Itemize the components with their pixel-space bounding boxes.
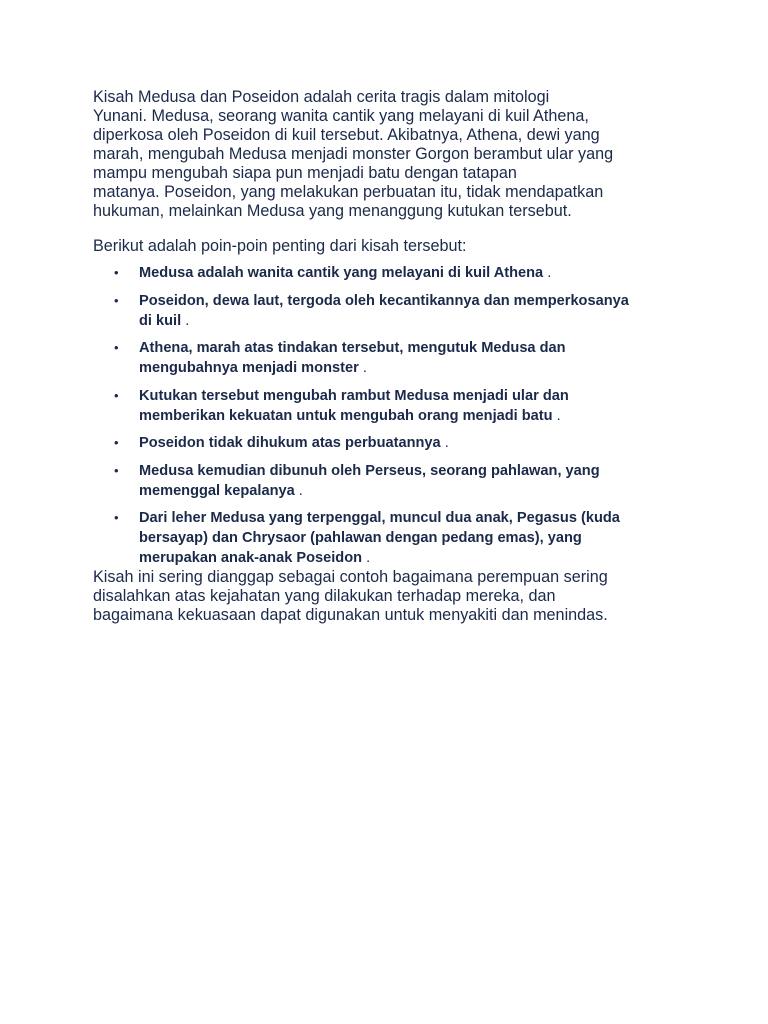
document-page: [93, 88, 683, 625]
bullet-icon: •: [114, 387, 119, 403]
intro-paragraph: [93, 88, 683, 221]
list-item-text: Medusa kemudian dibunuh oleh Perseus, seorang pahlawan, yang: [139, 462, 600, 479]
list-item-period: .: [358, 360, 367, 376]
paragraph-line: marah, mengubah Medusa menjadi monster Gorgon berambut ular yang: [93, 145, 614, 163]
list-item-text: Poseidon, dewa laut, tergoda oleh kecantikannya dan memperkosanya: [139, 292, 629, 309]
list-item-period: .: [362, 550, 371, 566]
list-item-period: .: [543, 265, 552, 281]
bullet-icon: •: [114, 292, 119, 308]
paragraph-line: mampu mengubah siapa pun menjadi batu dengan tatapan: [93, 164, 517, 182]
list-item: [93, 263, 683, 283]
list-item-period: .: [440, 435, 449, 451]
list-item-text: di kuil: [139, 312, 182, 329]
list-item-period: .: [181, 312, 190, 329]
list-item-text: Dari leher Medusa yang terpenggal, muncul dua anak, Pegasus (kuda: [139, 510, 620, 526]
list-item: [93, 338, 683, 378]
paragraph-line: bagaimana kekuasaan dapat digunakan untuk menyakiti dan menindas.: [93, 605, 608, 624]
paragraph-line: Yunani. Medusa, seorang wanita cantik yang melayani di kuil Athena,: [93, 107, 589, 125]
list-item: [93, 291, 683, 331]
bullet-icon: •: [114, 435, 119, 450]
list-item-text: Poseidon tidak dihukum atas perbuatannya: [139, 435, 441, 451]
paragraph-line: matanya. Poseidon, yang melakukan perbuatan itu, tidak mendapatkan: [93, 183, 604, 201]
list-item-text: Athena, marah atas tindakan tersebut, mengutuk Medusa dan: [139, 340, 566, 356]
paragraph-line: hukuman, melainkan Medusa yang menanggung kutukan tersebut.: [93, 202, 572, 220]
list-item-text: memberikan kekuatan untuk mengubah orang menjadi batu: [139, 407, 553, 424]
list-item: [93, 433, 683, 453]
list-item: [93, 386, 683, 426]
paragraph-line: Kisah ini sering dianggap sebagai contoh bagaimana perempuan sering: [93, 567, 608, 586]
list-item-text: memenggal kepalanya: [139, 482, 295, 499]
list-item-period: .: [552, 407, 561, 424]
bullet-icon: •: [114, 510, 119, 525]
list-item: [93, 461, 683, 501]
list-item-period: .: [294, 482, 303, 499]
list-item-text: bersayap) dan Chrysaor (pahlawan dengan pedang emas), yang: [139, 530, 582, 546]
paragraph-line: disalahkan atas kejahatan yang dilakukan terhadap mereka, dan: [93, 586, 556, 605]
paragraph-line: diperkosa oleh Poseidon di kuil tersebut. Akibatnya, Athena, dewi yang: [93, 126, 600, 144]
bullet-icon: •: [114, 462, 119, 478]
list-item-text: mengubahnya menjadi monster: [139, 360, 359, 376]
paragraph-line: Kisah Medusa dan Poseidon adalah cerita tragis dalam mitologi: [93, 88, 550, 106]
points-heading: Berikut adalah poin-poin penting dari kisah tersebut:: [93, 237, 467, 255]
list-item: [93, 508, 683, 568]
bullet-icon: •: [114, 265, 119, 280]
list-item-text: Kutukan tersebut mengubah rambut Medusa menjadi ular dan: [139, 387, 569, 404]
bullet-icon: •: [114, 340, 119, 355]
closing-paragraph: [93, 568, 683, 625]
key-points-list: [93, 263, 683, 568]
list-item-text: Medusa adalah wanita cantik yang melayani di kuil Athena: [139, 265, 544, 281]
list-item-text: merupakan anak-anak Poseidon: [139, 550, 363, 566]
